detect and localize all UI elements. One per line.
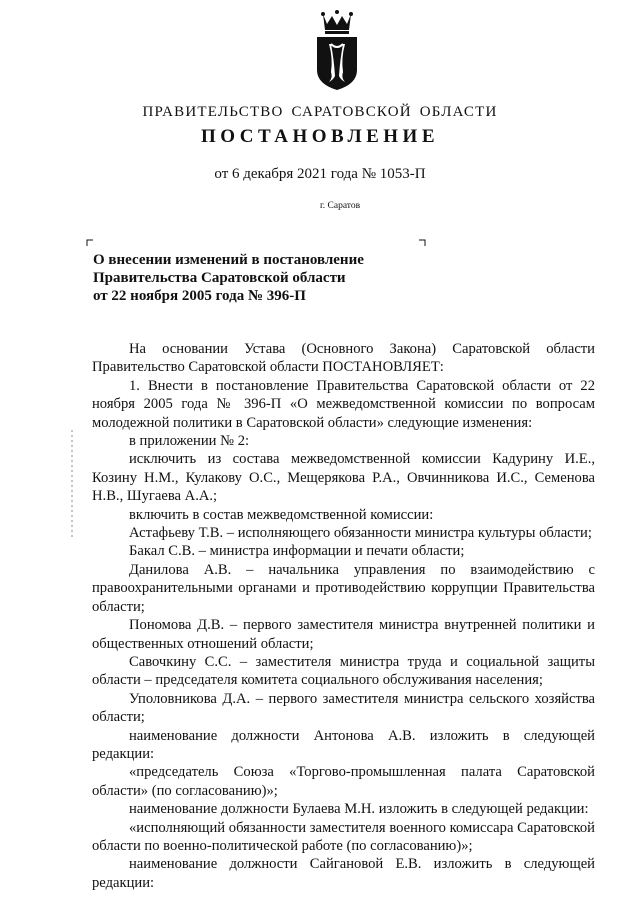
document-type-title: ПОСТАНОВЛЕНИЕ <box>200 126 440 147</box>
subject-corner-marks <box>86 239 426 247</box>
subject-line-3: от 22 ноября 2005 года № 396-П <box>93 288 306 304</box>
body-paragraph: исключить из состава межведомственной комиссии Кадурину И.Е., Козину Н.М., Кулакову О.С., Мещерякова Р.А., Овчинникова И.С., Семенова Н.В., Шугаева А.А.; <box>92 451 595 505</box>
body-paragraph: наименование должности Антонова А.В. изложить в следующей редакции: <box>92 727 595 762</box>
body-paragraph: Бакал С.В. – министра информации и печати области; <box>129 543 465 560</box>
body-paragraph: Данилова А.В. – начальника управления по взаимодействию с правоохранительными органами и противодействию коррупции Правительства области; <box>92 561 595 615</box>
body-paragraph: в приложении № 2: <box>129 433 250 450</box>
body-paragraph: Уполовникова Д.А. – первого заместителя министра сельского хозяйства области; <box>92 690 595 726</box>
body-paragraph: «исполняющий обязанности заместителя военного комиссара Саратовской области по военно-политической работе (по согласованию)»; <box>92 819 595 854</box>
subject-line-1: О внесении изменений в постановление <box>93 252 364 268</box>
coat-of-arms-icon <box>309 10 365 92</box>
document-city: г. Саратов <box>319 201 361 211</box>
body-paragraph: «председатель Союза «Торгово-промышленная палата Саратовской области» (по согласованию)»; <box>92 764 595 799</box>
government-name: ПРАВИТЕЛЬСТВО САРАТОВСКОЙ ОБЛАСТИ <box>142 104 498 120</box>
document-body <box>92 340 595 892</box>
body-paragraph: Астафьеву Т.В. – исполняющего обязанности министра культуры области; <box>129 525 592 542</box>
body-paragraph: наименование должности Булаева М.Н. изложить в следующей редакции: <box>129 801 589 818</box>
body-paragraph: Пономова Д.В. – первого заместителя министра внутренней политики и общественных отношений области; <box>92 617 595 652</box>
subject-line-2: Правительства Саратовской области <box>93 270 346 286</box>
body-paragraph: На основании Устава (Основного Закона) Саратовской области Правительство Саратовской области ПОСТАНОВЛЯЕТ: <box>92 341 595 376</box>
body-paragraph: Савочкину С.С. – заместителя министра труда и социальной защиты области – председателя комитета социального обслуживания населения; <box>92 653 595 689</box>
body-paragraph: 1. Внести в постановление Правительства Саратовской области от 22 ноября 2005 года № 396-П «О межведомственной комиссии по вопросам молодежной политики в Саратовской области» следующие изменения: <box>92 377 595 431</box>
body-paragraph: включить в состав межведомственной комиссии: <box>129 506 434 523</box>
margin-dotted-line <box>71 430 73 540</box>
body-paragraph: наименование должности Сайгановой Е.В. изложить в следующей редакции: <box>92 856 595 891</box>
document-date-number: от 6 декабря 2021 года № 1053-П <box>214 166 426 182</box>
document-subject <box>93 251 423 305</box>
